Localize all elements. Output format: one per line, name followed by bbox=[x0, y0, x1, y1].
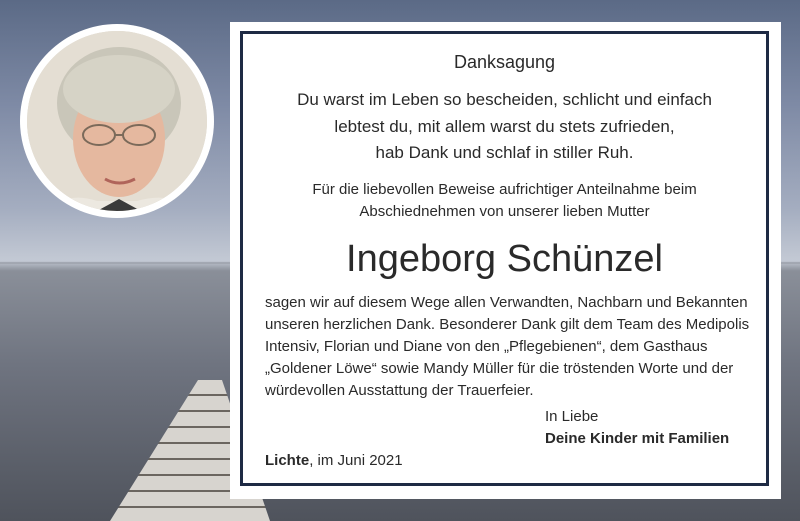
notice-heading: Danksagung bbox=[453, 52, 556, 72]
body-line-1: sagen wir auf diesem Wege allen Verwandten, Nachbarn und Bekannten bbox=[265, 294, 748, 311]
portrait-photo-icon bbox=[27, 31, 207, 211]
deceased-name: Ingeborg Schünzel bbox=[346, 238, 663, 280]
verse-line-3: hab Dank und schlaf in stiller Ruh. bbox=[375, 143, 634, 162]
date-text: , im Juni 2021 bbox=[309, 452, 403, 469]
place-date bbox=[265, 452, 403, 469]
verse-line-2: lebtest du, mit allem warst du stets zufrieden, bbox=[334, 117, 675, 136]
verse-line-1: Du warst im Leben so bescheiden, schlicht und einfach bbox=[297, 90, 712, 109]
intro-line-2: Abschiednehmen von unserer lieben Mutter bbox=[359, 203, 650, 220]
body-line-5: würdevollen Ausstattung der Trauerfeier. bbox=[265, 382, 534, 399]
body-line-3: Intensiv, Florian und Diane von den „Pflegebienen“, dem Gasthaus bbox=[265, 338, 708, 355]
body-line-2: unseren herzlichen Dank. Besonderer Dank gilt dem Team des Medipolis bbox=[265, 316, 750, 333]
intro-line-1: Für die liebevollen Beweise aufrichtiger Anteilnahme beim bbox=[312, 181, 697, 198]
place: Lichte bbox=[265, 452, 310, 469]
body-line-4: „Goldener Löwe“ sowie Mandy Müller für die tröstenden Worte und der bbox=[265, 360, 734, 377]
closing-text: In Liebe bbox=[545, 408, 599, 425]
signature: Deine Kinder mit Familien bbox=[545, 430, 730, 447]
